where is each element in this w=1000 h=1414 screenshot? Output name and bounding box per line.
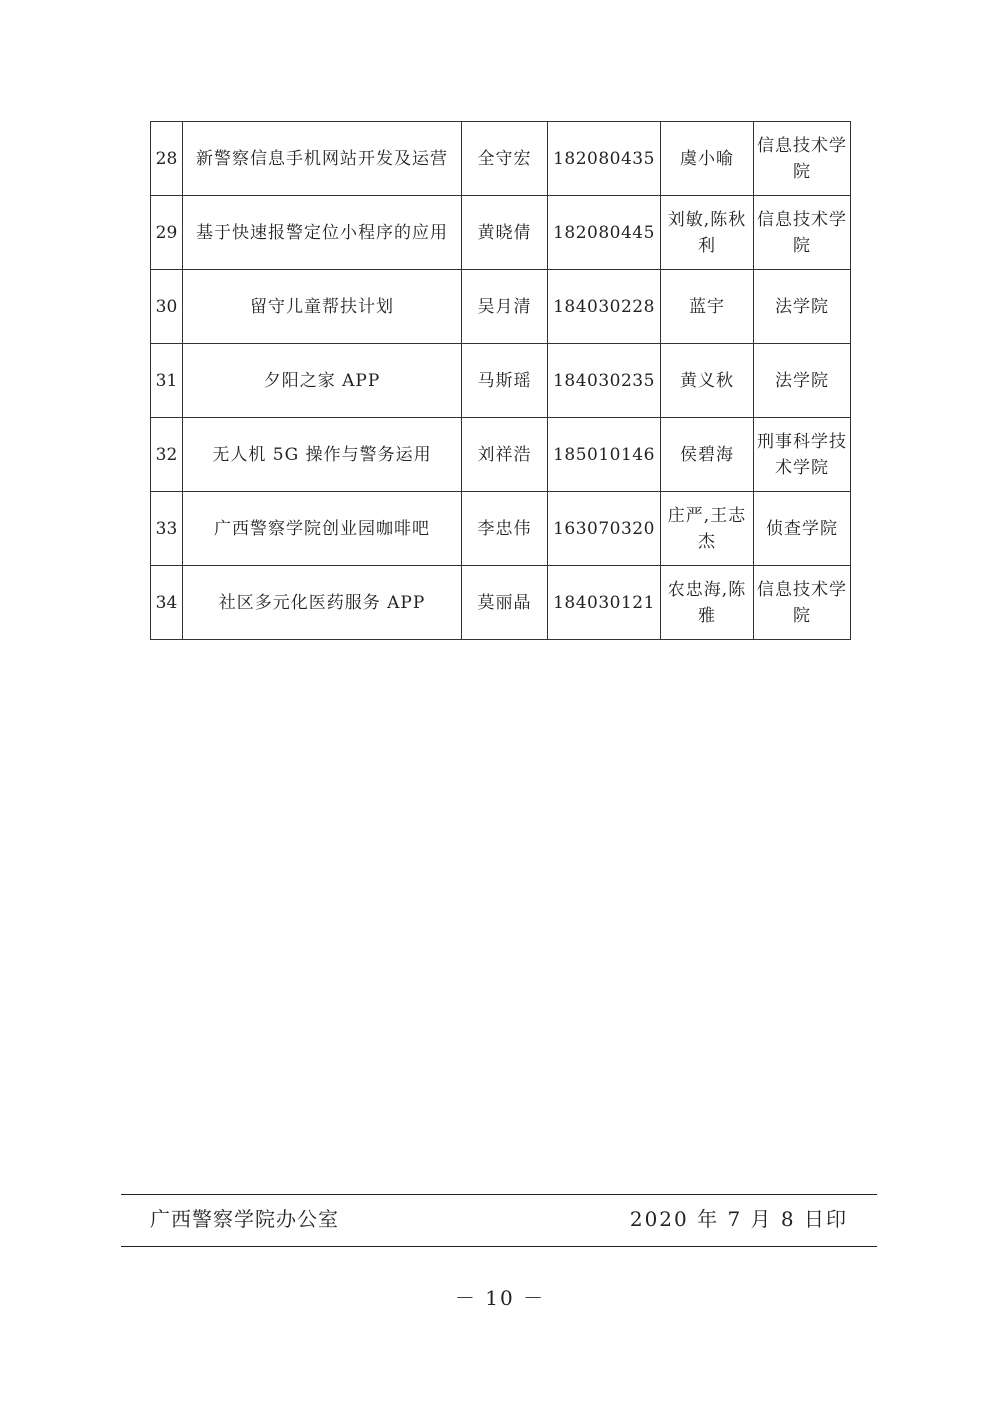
advisor: 庄严,王志杰 [661, 492, 754, 566]
table-row [151, 344, 851, 418]
project-leader: 莫丽晶 [462, 566, 548, 640]
college: 法学院 [754, 344, 851, 418]
table-row [151, 270, 851, 344]
project-name: 社区多元化医药服务 APP [183, 566, 462, 640]
student-id: 185010146 [548, 418, 661, 492]
row-number: 29 [151, 196, 183, 270]
footer-top-rule [121, 1194, 877, 1195]
college: 刑事科学技术学院 [754, 418, 851, 492]
row-number: 30 [151, 270, 183, 344]
advisor: 侯碧海 [661, 418, 754, 492]
project-leader: 全守宏 [462, 122, 548, 196]
college: 信息技术学院 [754, 196, 851, 270]
project-leader: 刘祥浩 [462, 418, 548, 492]
row-number: 31 [151, 344, 183, 418]
table-row [151, 566, 851, 640]
row-number: 34 [151, 566, 183, 640]
project-name: 基于快速报警定位小程序的应用 [183, 196, 462, 270]
row-number: 28 [151, 122, 183, 196]
print-date: 2020 年 7 月 8 日印 [629, 1207, 848, 1231]
project-table [150, 121, 851, 640]
project-leader: 马斯瑶 [462, 344, 548, 418]
page-number: － 10 － [454, 1286, 546, 1310]
project-name: 夕阳之家 APP [183, 344, 462, 418]
college: 信息技术学院 [754, 566, 851, 640]
project-name: 无人机 5G 操作与警务运用 [183, 418, 462, 492]
advisor: 虞小喻 [661, 122, 754, 196]
college: 法学院 [754, 270, 851, 344]
table-row [151, 492, 851, 566]
project-leader: 李忠伟 [462, 492, 548, 566]
table-row [151, 196, 851, 270]
student-id: 182080435 [548, 122, 661, 196]
project-name: 广西警察学院创业园咖啡吧 [183, 492, 462, 566]
row-number: 32 [151, 418, 183, 492]
project-leader: 吴月清 [462, 270, 548, 344]
project-name: 新警察信息手机网站开发及运营 [183, 122, 462, 196]
college: 信息技术学院 [754, 122, 851, 196]
college: 侦查学院 [754, 492, 851, 566]
advisor: 刘敏,陈秋利 [661, 196, 754, 270]
row-number: 33 [151, 492, 183, 566]
advisor: 农忠海,陈雅 [661, 566, 754, 640]
student-id: 184030228 [548, 270, 661, 344]
student-id: 163070320 [548, 492, 661, 566]
table-row [151, 418, 851, 492]
footer-bottom-rule [121, 1246, 877, 1247]
advisor: 黄义秋 [661, 344, 754, 418]
student-id: 184030121 [548, 566, 661, 640]
issuing-office: 广西警察学院办公室 [150, 1207, 339, 1231]
student-id: 184030235 [548, 344, 661, 418]
project-name: 留守儿童帮扶计划 [183, 270, 462, 344]
table-row [151, 122, 851, 196]
project-leader: 黄晓倩 [462, 196, 548, 270]
project-table-body [151, 122, 851, 640]
student-id: 182080445 [548, 196, 661, 270]
advisor: 蓝宇 [661, 270, 754, 344]
